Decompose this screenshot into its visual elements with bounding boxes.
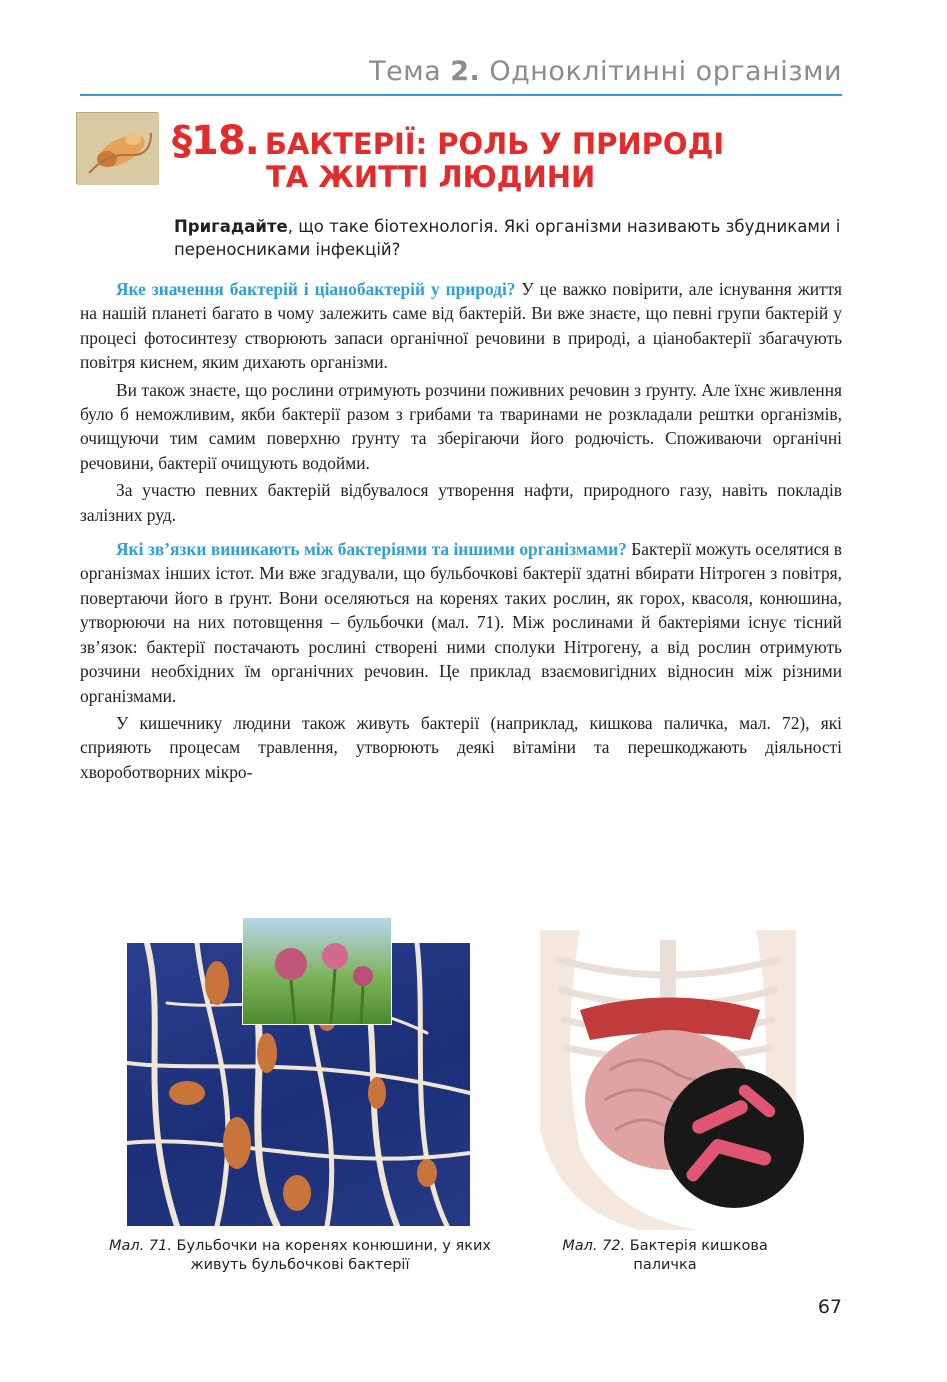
paragraph-text: У це важко повірити, але існування життя на нашій планеті багато в чому залежить саме від бактерій. Ви вже знаєте, що певні групи бактерій у процесі фотосинтезу створюють запаси органічної речовини в природі, а ціанобактерії збагачують повітря киснем, яким дихають організми. (80, 279, 842, 373)
chapter-bacteria-icon (76, 112, 158, 184)
paragraph-question: Яке значення бактерій і ціанобактерій у природі? (116, 279, 516, 299)
figure-71-caption-text: Бульбочки на коренях конюшини, у яких живуть бульбочкові бактерії (171, 1238, 491, 1273)
paragraph-text: У кишечнику людини також живуть бактерії (наприклад, кишкова паличка, мал. 72), які сприяють процесам травлення, утворюють деякі вітаміни та перешкоджають діяльності хвороботворних мікро- (80, 712, 842, 782)
section-title-line1: БАКТЕРІЇ: РОЛЬ У ПРИРОДІ (264, 127, 725, 161)
paragraph (80, 711, 842, 784)
figure-72-caption (530, 1237, 800, 1275)
paragraph (80, 378, 842, 476)
paragraph-text: За участю певних бактерій відбувалося утворення нафти, природного газу, навіть покладів залізних руд. (80, 480, 842, 525)
section-title-line2: ТА ЖИТТІ ЛЮДИНИ (266, 160, 596, 194)
paragraph-text: Бактерії можуть оселятися в організмах інших істот. Ми вже згадували, що бульбочкові бактерії здатні вбирати Нітроген з повітря, повертаючи його в ґрунт. Вони оселяються на коренях таких рослин, як горох, квасоля, конюшина, утворюючи на них потовщення – бульбочки (мал. 71). Між рослинами й бактеріями існує тісний зв’язок: бактерії постачають рослині створені ними сполуки Нітрогену, а від рослин отримують розчини необхідних їм органічних речовин. Це приклад взаємовигідних відносин між різними організмами. (80, 539, 842, 706)
running-head-number: 2. (450, 56, 481, 87)
recall-text: , що таке біотехнологія. Які організми називають збудниками і переносниками інфекцій? (174, 217, 841, 259)
header-rule (80, 94, 842, 96)
paragraph-question: Які зв’язки виникають між бактеріями та іншими організмами? (116, 539, 627, 560)
body-text (80, 277, 842, 787)
figure-71-clover-flowers (242, 917, 392, 1025)
figure-72-label: Мал. 72. (562, 1238, 626, 1254)
running-head-title: Одноклітинні організми (489, 56, 842, 87)
paragraph-text: Ви також знаєте, що рослини отримують розчини поживних речовин з ґрунту. Але їхнє живлення було б неможливим, якби бактерії разом з грибами та тваринами не розкладали рештки організмів, очищуючи тим самим поверхню ґрунту та зберігаючи його родючість. Споживаючи органічні речовини, бактерії очищують водойми. (80, 379, 842, 473)
recall-lead: Пригадайте (174, 217, 288, 236)
figure-72-intestine-bacteria (520, 930, 816, 1230)
page-number: 67 (817, 1296, 842, 1318)
running-head (80, 56, 842, 87)
running-head-prefix: Тема (369, 56, 442, 87)
figure-71-label: Мал. 71. (108, 1238, 172, 1254)
paragraph (80, 537, 842, 708)
figure-71-caption (96, 1237, 504, 1275)
recall-prompt (174, 215, 844, 261)
paragraph (80, 478, 842, 527)
section-heading (172, 118, 724, 194)
paragraph (80, 277, 842, 375)
figure-72-caption-text: Бактерія кишкова паличка (625, 1238, 768, 1273)
section-number: §18. (172, 118, 259, 164)
